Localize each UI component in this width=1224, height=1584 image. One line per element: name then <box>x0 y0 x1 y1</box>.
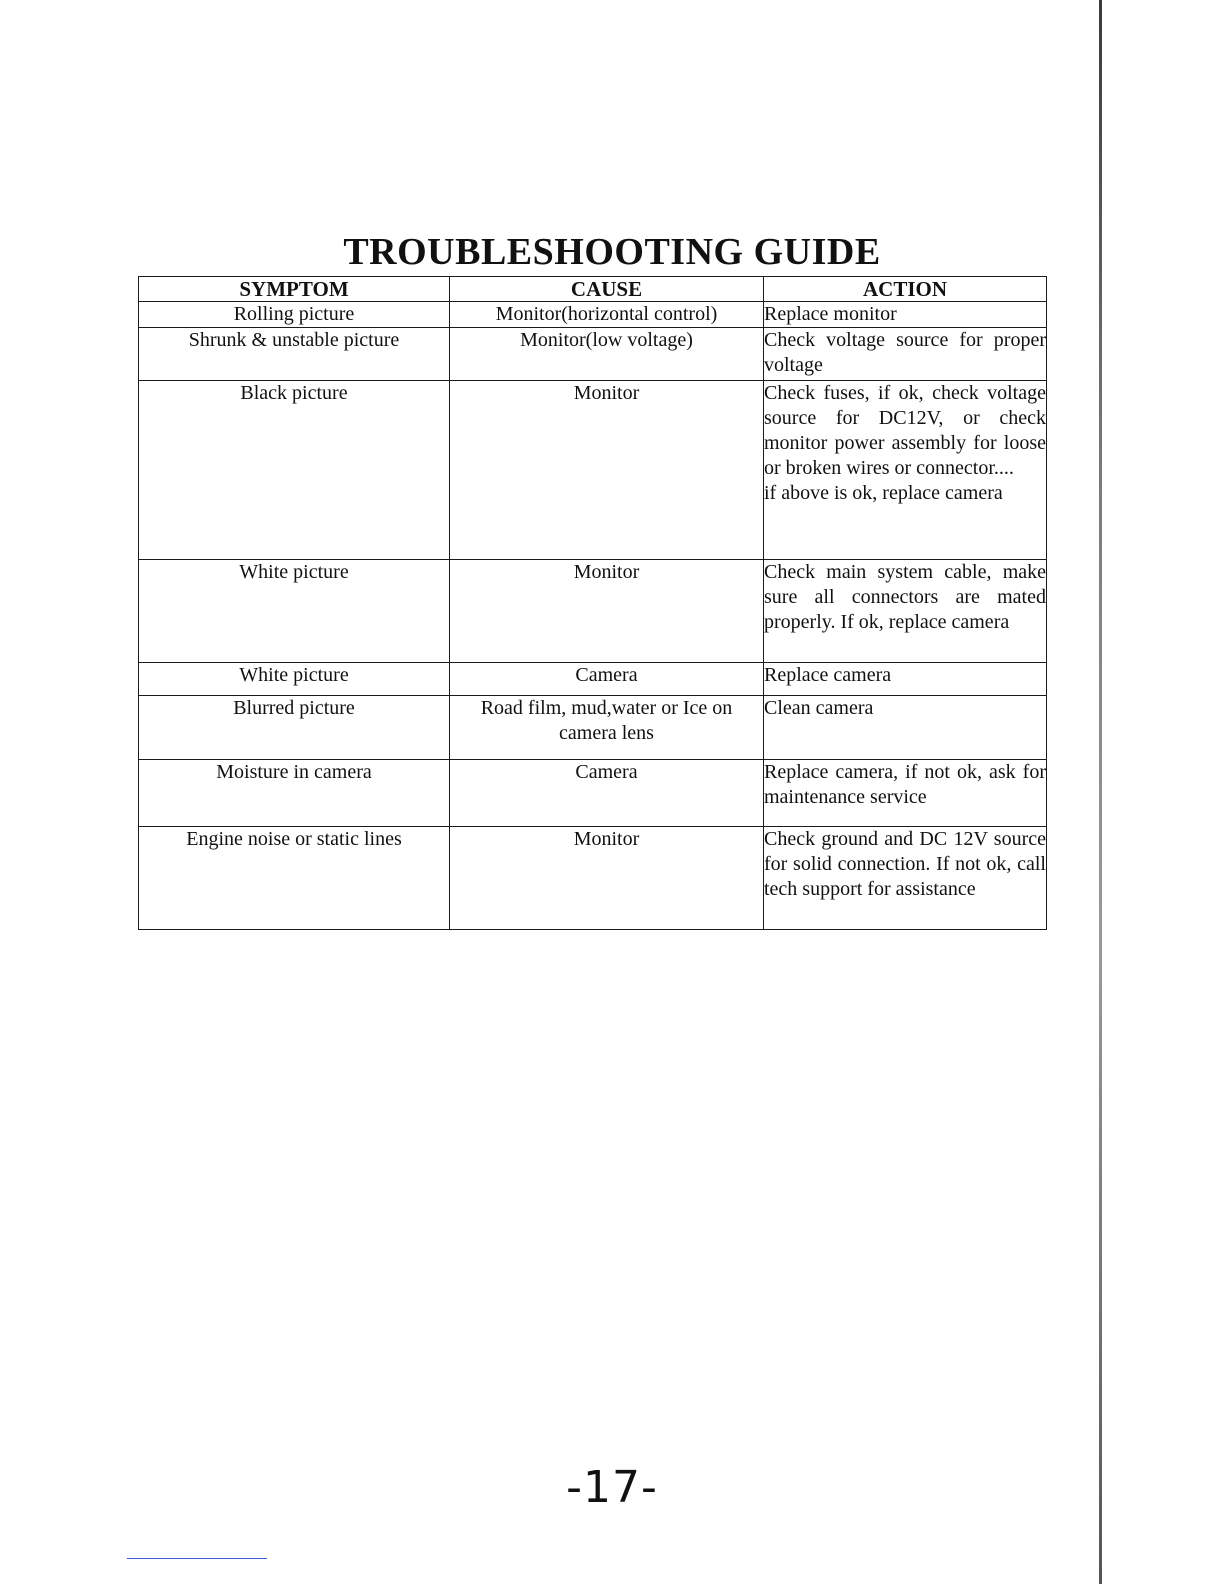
footer-rule <box>127 1558 267 1559</box>
action-cell: Replace camera <box>764 663 1047 696</box>
symptom-cell: Shrunk & unstable picture <box>139 328 450 381</box>
table-row <box>139 328 1047 381</box>
page-title: TROUBLESHOOTING GUIDE <box>343 231 881 273</box>
table-row <box>139 381 1047 560</box>
symptom-cell: Black picture <box>139 381 450 560</box>
action-cell: Check main system cable, make sure all connectors are mated properly. If ok, replace camera <box>764 560 1047 663</box>
page-number: -17- <box>566 1462 658 1513</box>
table-row <box>139 760 1047 827</box>
cause-cell: Monitor <box>450 560 764 663</box>
troubleshooting-table <box>138 276 1047 930</box>
table-row <box>139 560 1047 663</box>
cause-cell: Monitor <box>450 827 764 930</box>
table-row <box>139 663 1047 696</box>
action-cell: Replace monitor <box>764 302 1047 328</box>
action-cell: Clean camera <box>764 696 1047 760</box>
table-row <box>139 302 1047 328</box>
action-text-extra: if above is ok, replace camera <box>764 482 1003 504</box>
action-cell: Replace camera, if not ok, ask for maintenance service <box>764 760 1047 827</box>
table-row <box>139 827 1047 930</box>
action-cell <box>764 381 1047 560</box>
cause-cell: Monitor(low voltage) <box>450 328 764 381</box>
symptom-cell: White picture <box>139 663 450 696</box>
cause-cell: Monitor(horizontal control) <box>450 302 764 328</box>
column-header-cause: CAUSE <box>450 277 764 302</box>
header-row <box>139 277 1047 302</box>
symptom-cell: Engine noise or static lines <box>139 827 450 930</box>
cause-cell: Camera <box>450 760 764 827</box>
cause-cell: Camera <box>450 663 764 696</box>
action-cell: Check ground and DC 12V source for solid connection. If not ok, call tech support for assistance <box>764 827 1047 930</box>
cause-cell: Road film, mud,water or Ice on camera lens <box>450 696 764 760</box>
symptom-cell: White picture <box>139 560 450 663</box>
action-cell: Check voltage source for proper voltage <box>764 328 1047 381</box>
action-text: Check fuses, if ok, check voltage source for DC12V, or check monitor power assembly for loose or broken wires or connector.... <box>764 382 1046 479</box>
column-header-symptom: SYMPTOM <box>139 277 450 302</box>
symptom-cell: Blurred picture <box>139 696 450 760</box>
column-header-action: ACTION <box>764 277 1047 302</box>
symptom-cell: Moisture in camera <box>139 760 450 827</box>
table-row <box>139 696 1047 760</box>
symptom-cell: Rolling picture <box>139 302 450 328</box>
cause-cell: Monitor <box>450 381 764 560</box>
